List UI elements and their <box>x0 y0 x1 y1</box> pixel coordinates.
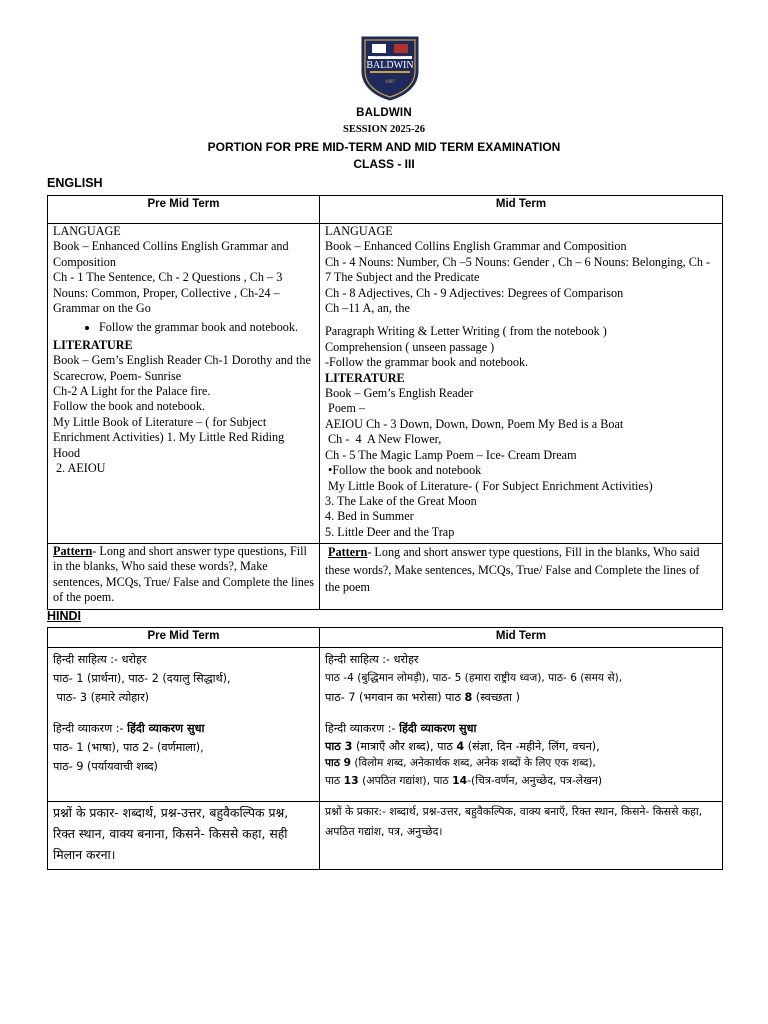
logo-banner: LEARNING HOW TO LEARN <box>374 54 406 58</box>
text-line: पाठ -4 (बुद्धिमान लोमड़ी), पाठ- 5 (हमारा राष्ट्रीय ध्वज), पाठ- 6 (समय से), <box>325 672 623 684</box>
text-line: My Little Book of Literature- ( For Subject Enrichment Activities) <box>325 478 653 493</box>
text-line: हिन्दी साहित्य :- धरोहर <box>53 653 147 666</box>
pattern-label: Pattern <box>53 544 93 558</box>
hindi-col-mid: Mid Term <box>320 628 723 648</box>
text-line: Book – Enhanced Collins English Grammar and Composition <box>325 239 627 254</box>
logo-year: 1987 <box>385 80 395 85</box>
text-line: 5. Little Deer and the Trap <box>325 524 455 539</box>
bullet-item: • Follow the grammar book and notebook. <box>99 320 314 335</box>
text-line: 3. The Lake of the Great Moon <box>325 493 477 508</box>
literature-label: LITERATURE <box>53 337 133 352</box>
text-line: •Follow the book and notebook <box>325 463 482 478</box>
text-line: Book – Enhanced Collins English Grammar and Composition <box>53 239 289 269</box>
session-text: SESSION 2025-26 <box>343 124 425 135</box>
text-line: पाठ 9 (विलोम शब्द, अनेकार्थक शब्द, अनेक शब्दों के लिए एक शब्द), <box>325 757 596 769</box>
english-mid-cell <box>320 224 723 544</box>
text-line: Ch - 5 The Magic Lamp Poem – Ice- Cream Dream <box>325 447 577 462</box>
hindi-header-row <box>48 628 723 648</box>
text-line: हिन्दी व्याकरण :- हिंदी व्याकरण सुधा <box>325 722 477 735</box>
pattern-label: Pattern <box>328 545 368 559</box>
text-line: पाठ 13 (अपठित गद्यांश), पाठ 14-(चित्र-वर्णन, अनुच्छेद, पत्र-लेखन) <box>325 774 603 787</box>
text-line: Paragraph Writing & Letter Writing ( from the notebook ) <box>325 324 607 339</box>
text-line: Comprehension ( unseen passage ) <box>325 339 495 354</box>
hindi-content-row <box>48 648 723 802</box>
english-section-title: ENGLISH <box>47 176 103 190</box>
text-line: Ch - 8 Adjectives, Ch - 9 Adjectives: Degrees of Comparison <box>325 285 624 300</box>
school-name: BALDWIN <box>356 107 412 119</box>
text-line: पाठ 3 (मात्राएँ और शब्द), पाठ 4 (संज्ञा, दिन -महीने, लिंग, वचन), <box>325 740 600 753</box>
text-line: 4. Bed in Summer <box>325 509 414 524</box>
text-line: My Little Book of Literature – ( for Subject Enrichment Activities) 1. My Little Red Riding Hood <box>53 414 285 460</box>
text-line: Ch - 1 The Sentence, Ch - 2 Questions , Ch – 3 Nouns: Common, Proper, Collective , Ch-24 – Grammar on the Go <box>53 270 283 316</box>
language-label: LANGUAGE <box>325 224 393 238</box>
text-line: पाठ- 9 (पर्यायवाची शब्द) <box>53 760 158 773</box>
text-line: पाठ- 3 (हमारे त्योहार) <box>53 691 150 704</box>
text-line: पाठ- 1 (प्रार्थना), पाठ- 2 (दयालु सिद्धार्थ), <box>53 672 231 685</box>
text-line: Ch - 4 Nouns: Number, Ch –5 Nouns: Gender , Ch – 6 Nouns: Belonging, Ch - 7 The Subject and the Predicate <box>325 254 711 285</box>
hindi-section-title: HINDI <box>47 609 82 623</box>
hindi-pattern-row <box>48 802 723 870</box>
text-line: 2. AEIOU <box>53 461 106 476</box>
text-line: Ch-2 A Light for the Palace fire. <box>53 384 211 399</box>
english-table <box>47 195 723 610</box>
pattern-text: - Long and short answer type questions, Fill in the blanks, Who said these words?, Make sentences, MCQs, True/ False and Complete the lines of the poem. <box>53 544 314 605</box>
english-pattern-pre-cell <box>48 544 320 610</box>
english-col-pre-mid: Pre Mid Term <box>48 196 320 224</box>
text-line: पाठ- 1 (भाषा), पाठ 2- (वर्णमाला), <box>53 741 204 754</box>
class-label: CLASS - III <box>353 157 415 171</box>
text-line: Book – Gem’s English Reader Ch-1 Dorothy and the Scarecrow, Poem- Sunrise <box>53 353 311 383</box>
logo-text: BALDWIN <box>366 60 414 71</box>
text-line: Follow the book and notebook. <box>53 399 205 414</box>
text-line: AEIOU Ch - 3 Down, Down, Down, Poem My Bed is a Boat <box>325 416 624 431</box>
english-pattern-row <box>48 544 723 610</box>
text-line: -Follow the grammar book and notebook. <box>325 355 529 370</box>
english-content-row <box>48 224 723 544</box>
hindi-pattern-pre-cell: प्रश्नों के प्रकार- शब्दार्थ, प्रश्न-उत्तर, बहुवैकल्पिक प्रश्न, रिक्त स्थान, वाक्य बनाना, किसने- किससे कहा, सही मिलान करना। <box>48 802 320 870</box>
literature-label: LITERATURE <box>325 370 405 385</box>
text-line: Ch –11 A, an, the <box>325 301 410 316</box>
text-line: पाठ- 7 (भगवान का भरोसा) पाठ 8 (स्वच्छता ) <box>325 691 520 704</box>
hindi-mid-cell <box>320 648 723 802</box>
english-pattern-mid-cell <box>320 544 723 610</box>
text-line: Book – Gem’s English Reader <box>325 386 474 401</box>
text-line: हिन्दी साहित्य :- धरोहर <box>325 653 419 666</box>
document-title: PORTION FOR PRE MID-TERM AND MID TERM EXAMINATION <box>207 140 561 154</box>
text-line: हिन्दी व्याकरण :- हिंदी व्याकरण सुधा <box>53 722 205 735</box>
language-label: LANGUAGE <box>53 224 121 238</box>
hindi-pattern-mid-cell: प्रश्नों के प्रकार:- शब्दार्थ, प्रश्न-उत्तर, बहुवैकल्पिक, वाक्य बनाएँ, रिक्त स्थान, किसने- किससे कहा, अपठित गद्यांश, पत्र, अनुच्छेद। <box>320 802 723 870</box>
english-header-row <box>48 196 723 224</box>
hindi-table <box>47 627 723 870</box>
english-pre-mid-cell <box>48 224 320 544</box>
school-crest-logo <box>358 35 422 101</box>
hindi-col-pre-mid: Pre Mid Term <box>48 628 320 648</box>
text-line: Poem – <box>325 401 365 416</box>
text-line: Ch - 4 A New Flower, <box>325 432 442 447</box>
hindi-pre-mid-cell <box>48 648 320 802</box>
english-col-mid: Mid Term <box>320 196 723 224</box>
pattern-text: - Long and short answer type questions, Fill in the blanks, Who said these words?, Make sentences, MCQs, True/ False and Complete the lines of the poem <box>325 545 700 594</box>
